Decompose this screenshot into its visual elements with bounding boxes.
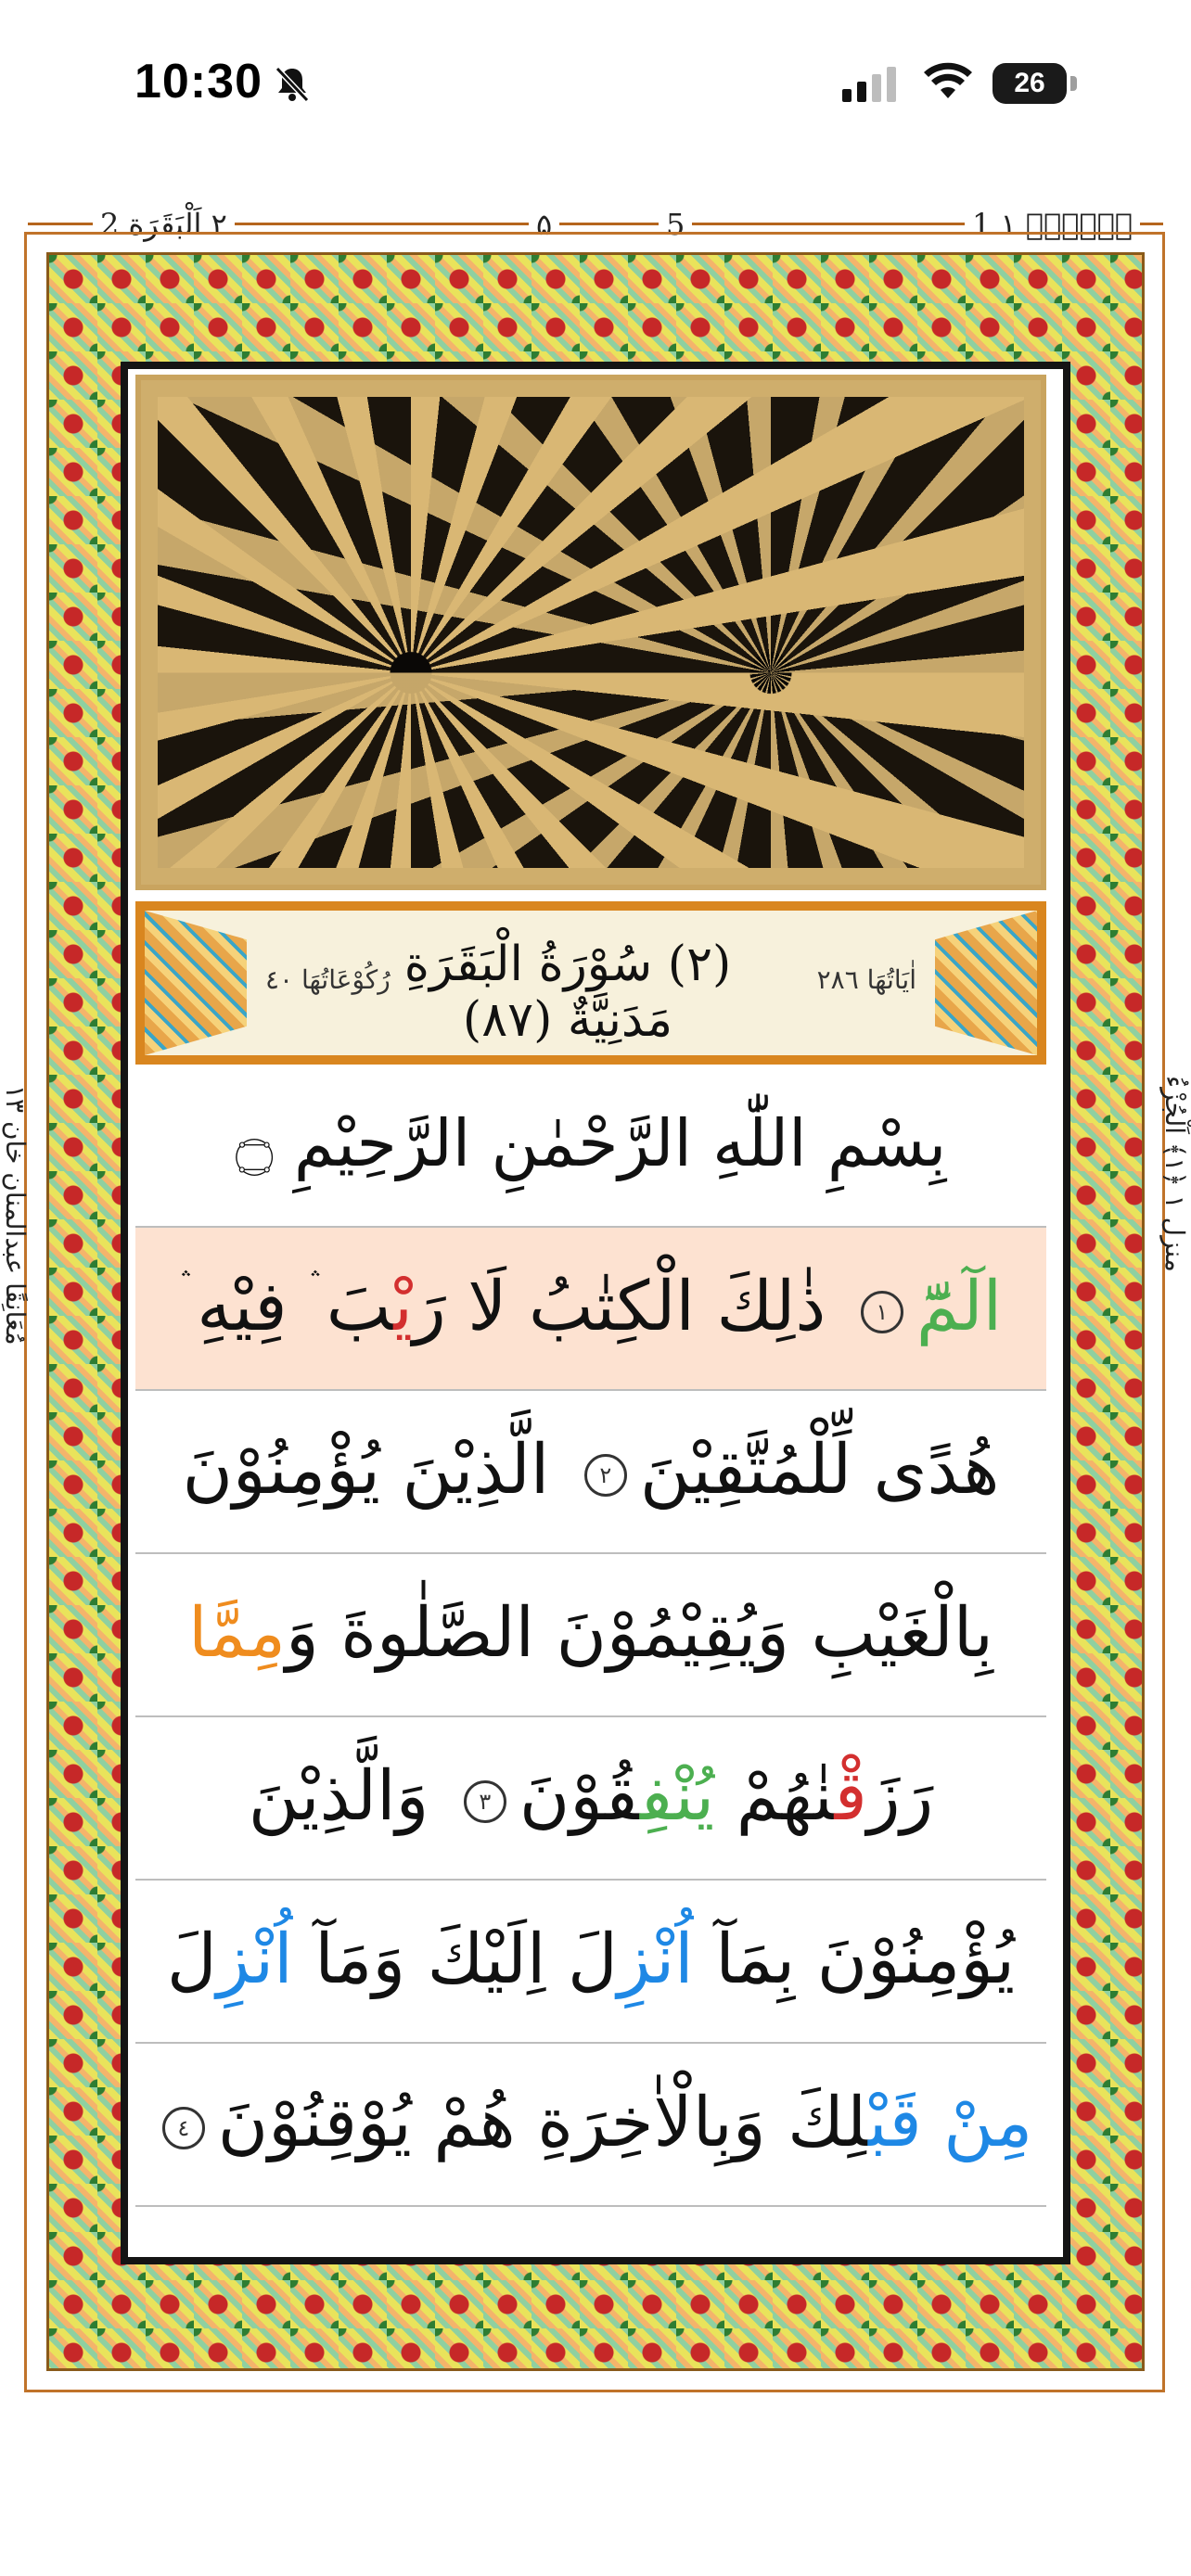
surah-header-right-ornament bbox=[935, 911, 1037, 1055]
verse-text-segment: اُنْزِ bbox=[216, 1919, 293, 1999]
ayah-number-marker: ٣ bbox=[464, 1780, 506, 1823]
battery-cap bbox=[1070, 76, 1077, 91]
verse-text-segment: لَ bbox=[166, 1919, 217, 1999]
verse-text-segment: یْ bbox=[393, 1267, 413, 1346]
surah-ayat-count: اٰيَاتُهَا ٢٨٦ bbox=[816, 964, 916, 995]
geometric-arch-image bbox=[135, 375, 1046, 890]
verse-text-segment: بِسْمِ اللّٰهِ الرَّحْمٰنِ الرَّحِیْمِ ۝ bbox=[235, 1105, 947, 1181]
verse-text-segment: مِمَّا bbox=[188, 1593, 287, 1673]
verse-text-segment: قْ bbox=[834, 1756, 867, 1836]
verse-text-segment: بِالْغَیْبِ وَیُقِیْمُوْنَ الصَّلٰوةَ وَ bbox=[286, 1593, 993, 1673]
right-margin-label: منزل ١ ﴿١﴾ اَلْجُزْءُ bbox=[1159, 1076, 1190, 1272]
status-time: 10:30 bbox=[134, 55, 263, 108]
ayah-number-marker: ١ bbox=[861, 1291, 903, 1333]
verse-text-segment: الٓمّٓ bbox=[916, 1267, 1003, 1346]
header-juz-label: اۤلۤمۤ ١ 1 bbox=[965, 207, 1140, 242]
verse-line bbox=[135, 1554, 1046, 1717]
surah-header-left-ornament bbox=[145, 911, 247, 1055]
verse-text-segment: وَالَّذِیْنَ bbox=[248, 1756, 451, 1836]
verse-text-segment: اُنْزِ bbox=[617, 1919, 694, 1999]
surah-ruku-count: رُكُوْعَاتُهَا ٤٠ bbox=[265, 964, 391, 995]
verse-line bbox=[135, 1717, 1046, 1881]
verse-text-segment: یُنْفِ bbox=[639, 1756, 715, 1836]
surah-title: (٢) سُوْرَةُ الْبَقَرَةِ مَدَنِيَّةٌ (٨٧) bbox=[403, 937, 732, 1048]
verse-line bbox=[135, 2044, 1046, 2207]
bell-slash-icon bbox=[272, 63, 313, 104]
status-bar bbox=[0, 0, 1191, 176]
left-margin-label: مُعَانِقًا عبدالمنان خان ١٣ bbox=[0, 1085, 31, 1345]
verse-text-segment: ذٰلِكَ الْكِتٰبُ لَا رَ bbox=[412, 1267, 848, 1346]
verse-text-segment: لَ اِلَیْكَ وَمَآ bbox=[292, 1919, 618, 1999]
battery-level: 26 bbox=[1014, 68, 1045, 98]
verse-text-segment: رَزَ bbox=[866, 1756, 934, 1836]
ayah-number-marker: ٤ bbox=[162, 2107, 205, 2149]
battery-icon bbox=[992, 63, 1078, 104]
verse-text-segment: الَّذِیْنَ یُؤْمِنُوْنَ bbox=[182, 1430, 571, 1510]
signal-icon bbox=[840, 65, 898, 102]
verse-line bbox=[135, 1391, 1046, 1554]
header-surah-label: ٢ اَلْبَقَرَة 2 bbox=[93, 207, 235, 242]
verse-line bbox=[135, 1228, 1046, 1391]
verse-text-segment: هُدًى لِّلْمُتَّقِیْنَ bbox=[639, 1430, 1000, 1510]
surah-header bbox=[135, 901, 1046, 1065]
verse-text-segment: بَ ۛ فِیْهِ ۛ bbox=[179, 1267, 394, 1346]
wifi-icon bbox=[923, 61, 973, 102]
bismillah-line bbox=[135, 1065, 1046, 1228]
verse-text-segment: لِكَ وَبِالْاٰخِرَةِ هُمْ یُوْقِنُوْنَ bbox=[217, 2083, 869, 2162]
verse-text-segment: یُؤْمِنُوْنَ بِمَآ bbox=[693, 1919, 1016, 1999]
verse-text-segment: نٰهُمْ bbox=[714, 1756, 835, 1836]
header-page-number: 5 bbox=[659, 207, 692, 242]
verse-line bbox=[135, 1881, 1046, 2044]
ayah-number-marker: ٢ bbox=[584, 1454, 627, 1497]
surah-header-center bbox=[247, 911, 935, 1055]
verse-text-segment: مِنْ قَبْ bbox=[868, 2083, 1033, 2162]
verse-lines bbox=[135, 1065, 1046, 2207]
verse-text-segment: قُوْنَ bbox=[519, 1756, 640, 1836]
header-page-number-ar: ۵ bbox=[529, 207, 559, 242]
